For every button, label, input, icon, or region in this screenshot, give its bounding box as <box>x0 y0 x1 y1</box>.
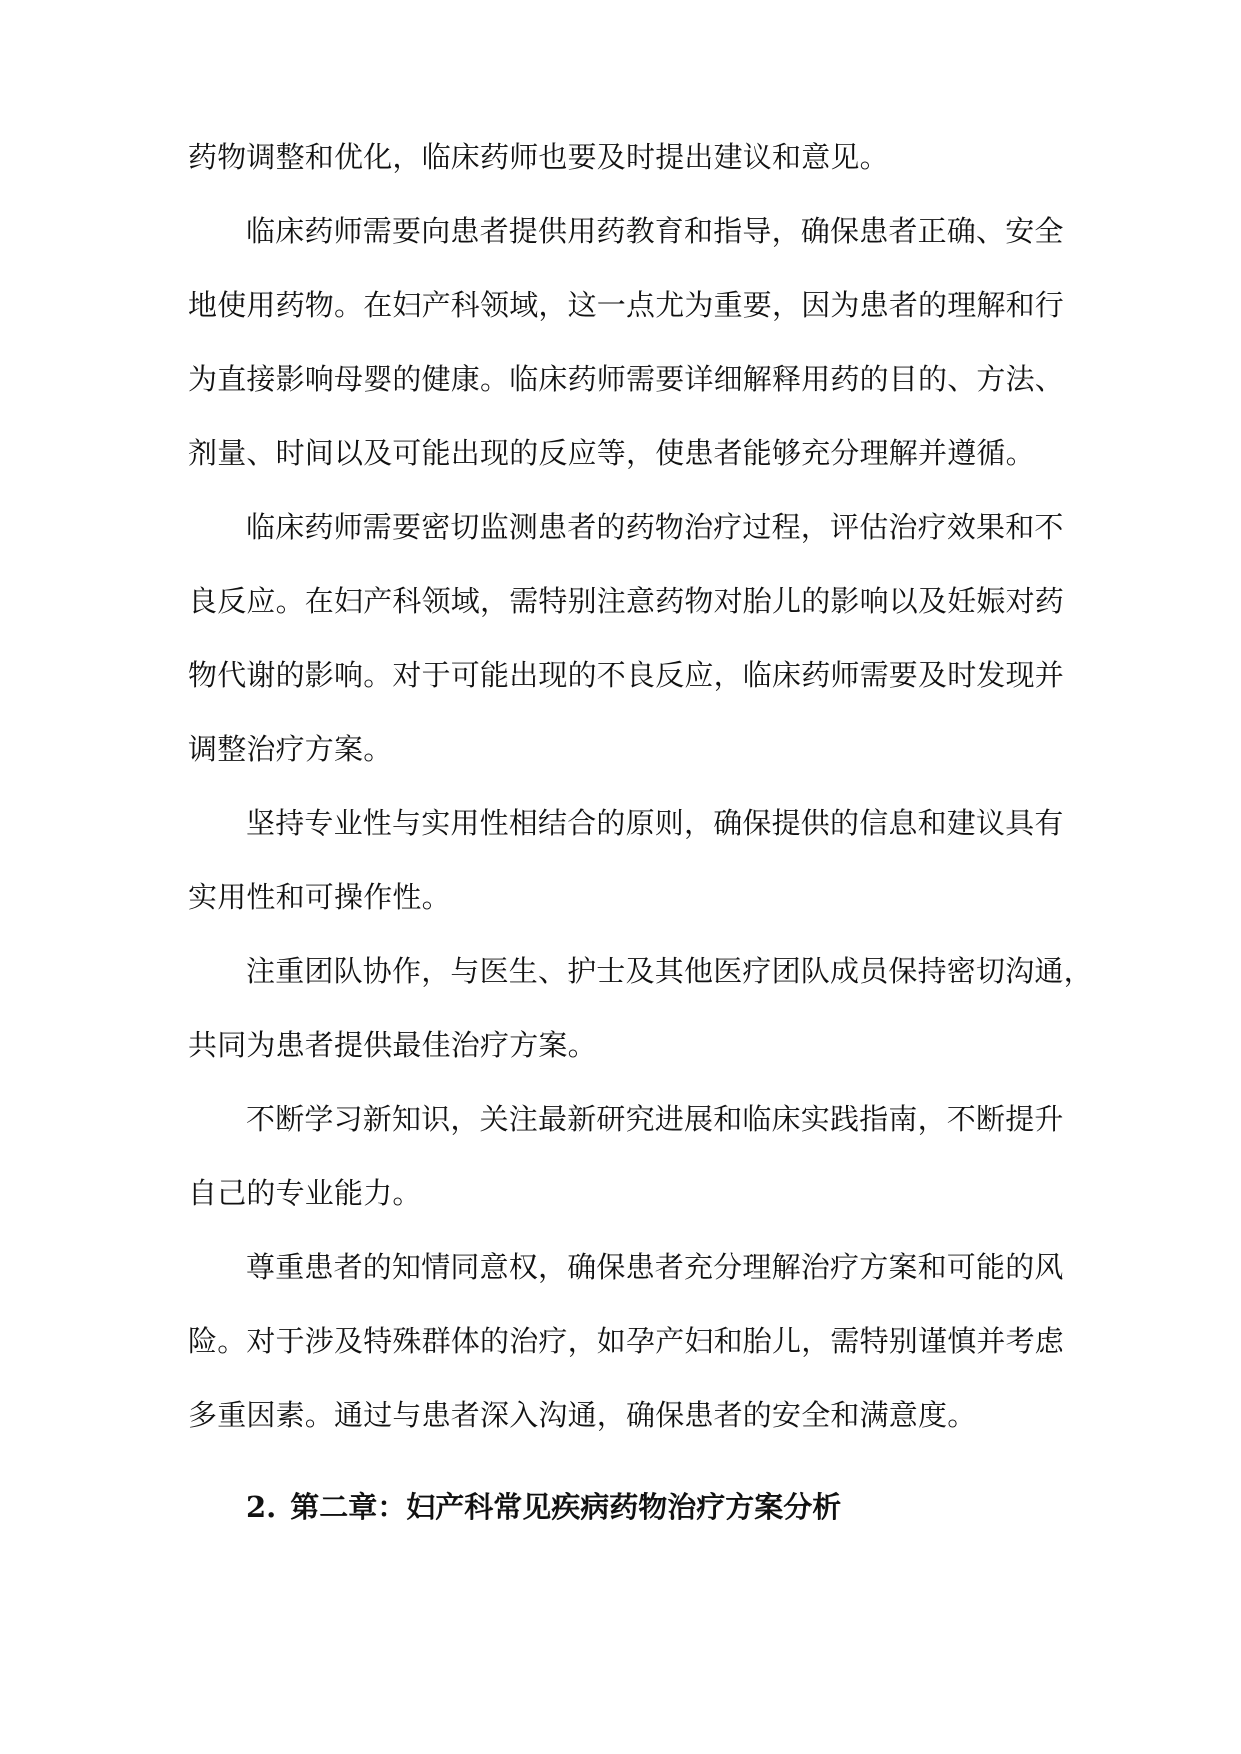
paragraph-5-line-2: 共同为患者提供最佳治疗方案。 <box>188 1028 597 1062</box>
paragraph-2-line-2: 地使用药物。在妇产科领域，这一点尤为重要，因为患者的理解和行 <box>188 288 1065 322</box>
section-heading <box>246 1487 841 1527</box>
paragraph-7-line-3: 多重因素。通过与患者深入沟通，确保患者的安全和满意度。 <box>188 1398 977 1432</box>
paragraph-7-line-2: 险。对于涉及特殊群体的治疗，如孕产妇和胎儿，需特别谨慎并考虑 <box>188 1324 1065 1358</box>
paragraph-4-line-1: 坚持专业性与实用性相结合的原则，确保提供的信息和建议具有 <box>246 806 1064 840</box>
paragraph-3-line-1: 临床药师需要密切监测患者的药物治疗过程，评估治疗效果和不 <box>246 510 1064 544</box>
paragraph-2-line-1: 临床药师需要向患者提供用药教育和指导，确保患者正确、安全 <box>246 214 1064 248</box>
paragraph-7-line-1: 尊重患者的知情同意权，确保患者充分理解治疗方案和可能的风 <box>246 1250 1064 1284</box>
paragraph-1-line-1: 药物调整和优化，临床药师也要及时提出建议和意见。 <box>188 140 889 174</box>
paragraph-6-line-1: 不断学习新知识，关注最新研究进展和临床实践指南，不断提升 <box>246 1102 1064 1136</box>
paragraph-3-line-2: 良反应。在妇产科领域，需特别注意药物对胎儿的影响以及妊娠对药 <box>188 584 1065 618</box>
paragraph-6-line-2: 自己的专业能力。 <box>188 1176 422 1210</box>
paragraph-5-line-1: 注重团队协作，与医生、护士及其他医疗团队成员保持密切沟通， <box>246 954 1093 988</box>
paragraph-3-line-4: 调整治疗方案。 <box>188 732 393 766</box>
paragraph-2-line-4: 剂量、时间以及可能出现的反应等，使患者能够充分理解并遵循。 <box>188 436 1035 470</box>
paragraph-2-line-3: 为直接影响母婴的健康。临床药师需要详细解释用药的目的、方法、 <box>188 362 1065 396</box>
section-heading-number: 2. <box>246 1490 277 1524</box>
paragraph-3-line-3: 物代谢的影响。对于可能出现的不良反应，临床药师需要及时发现并 <box>188 658 1065 692</box>
paragraph-4-line-2: 实用性和可操作性。 <box>188 880 451 914</box>
section-heading-text: 第二章：妇产科常见疾病药物治疗方案分析 <box>290 1490 842 1524</box>
